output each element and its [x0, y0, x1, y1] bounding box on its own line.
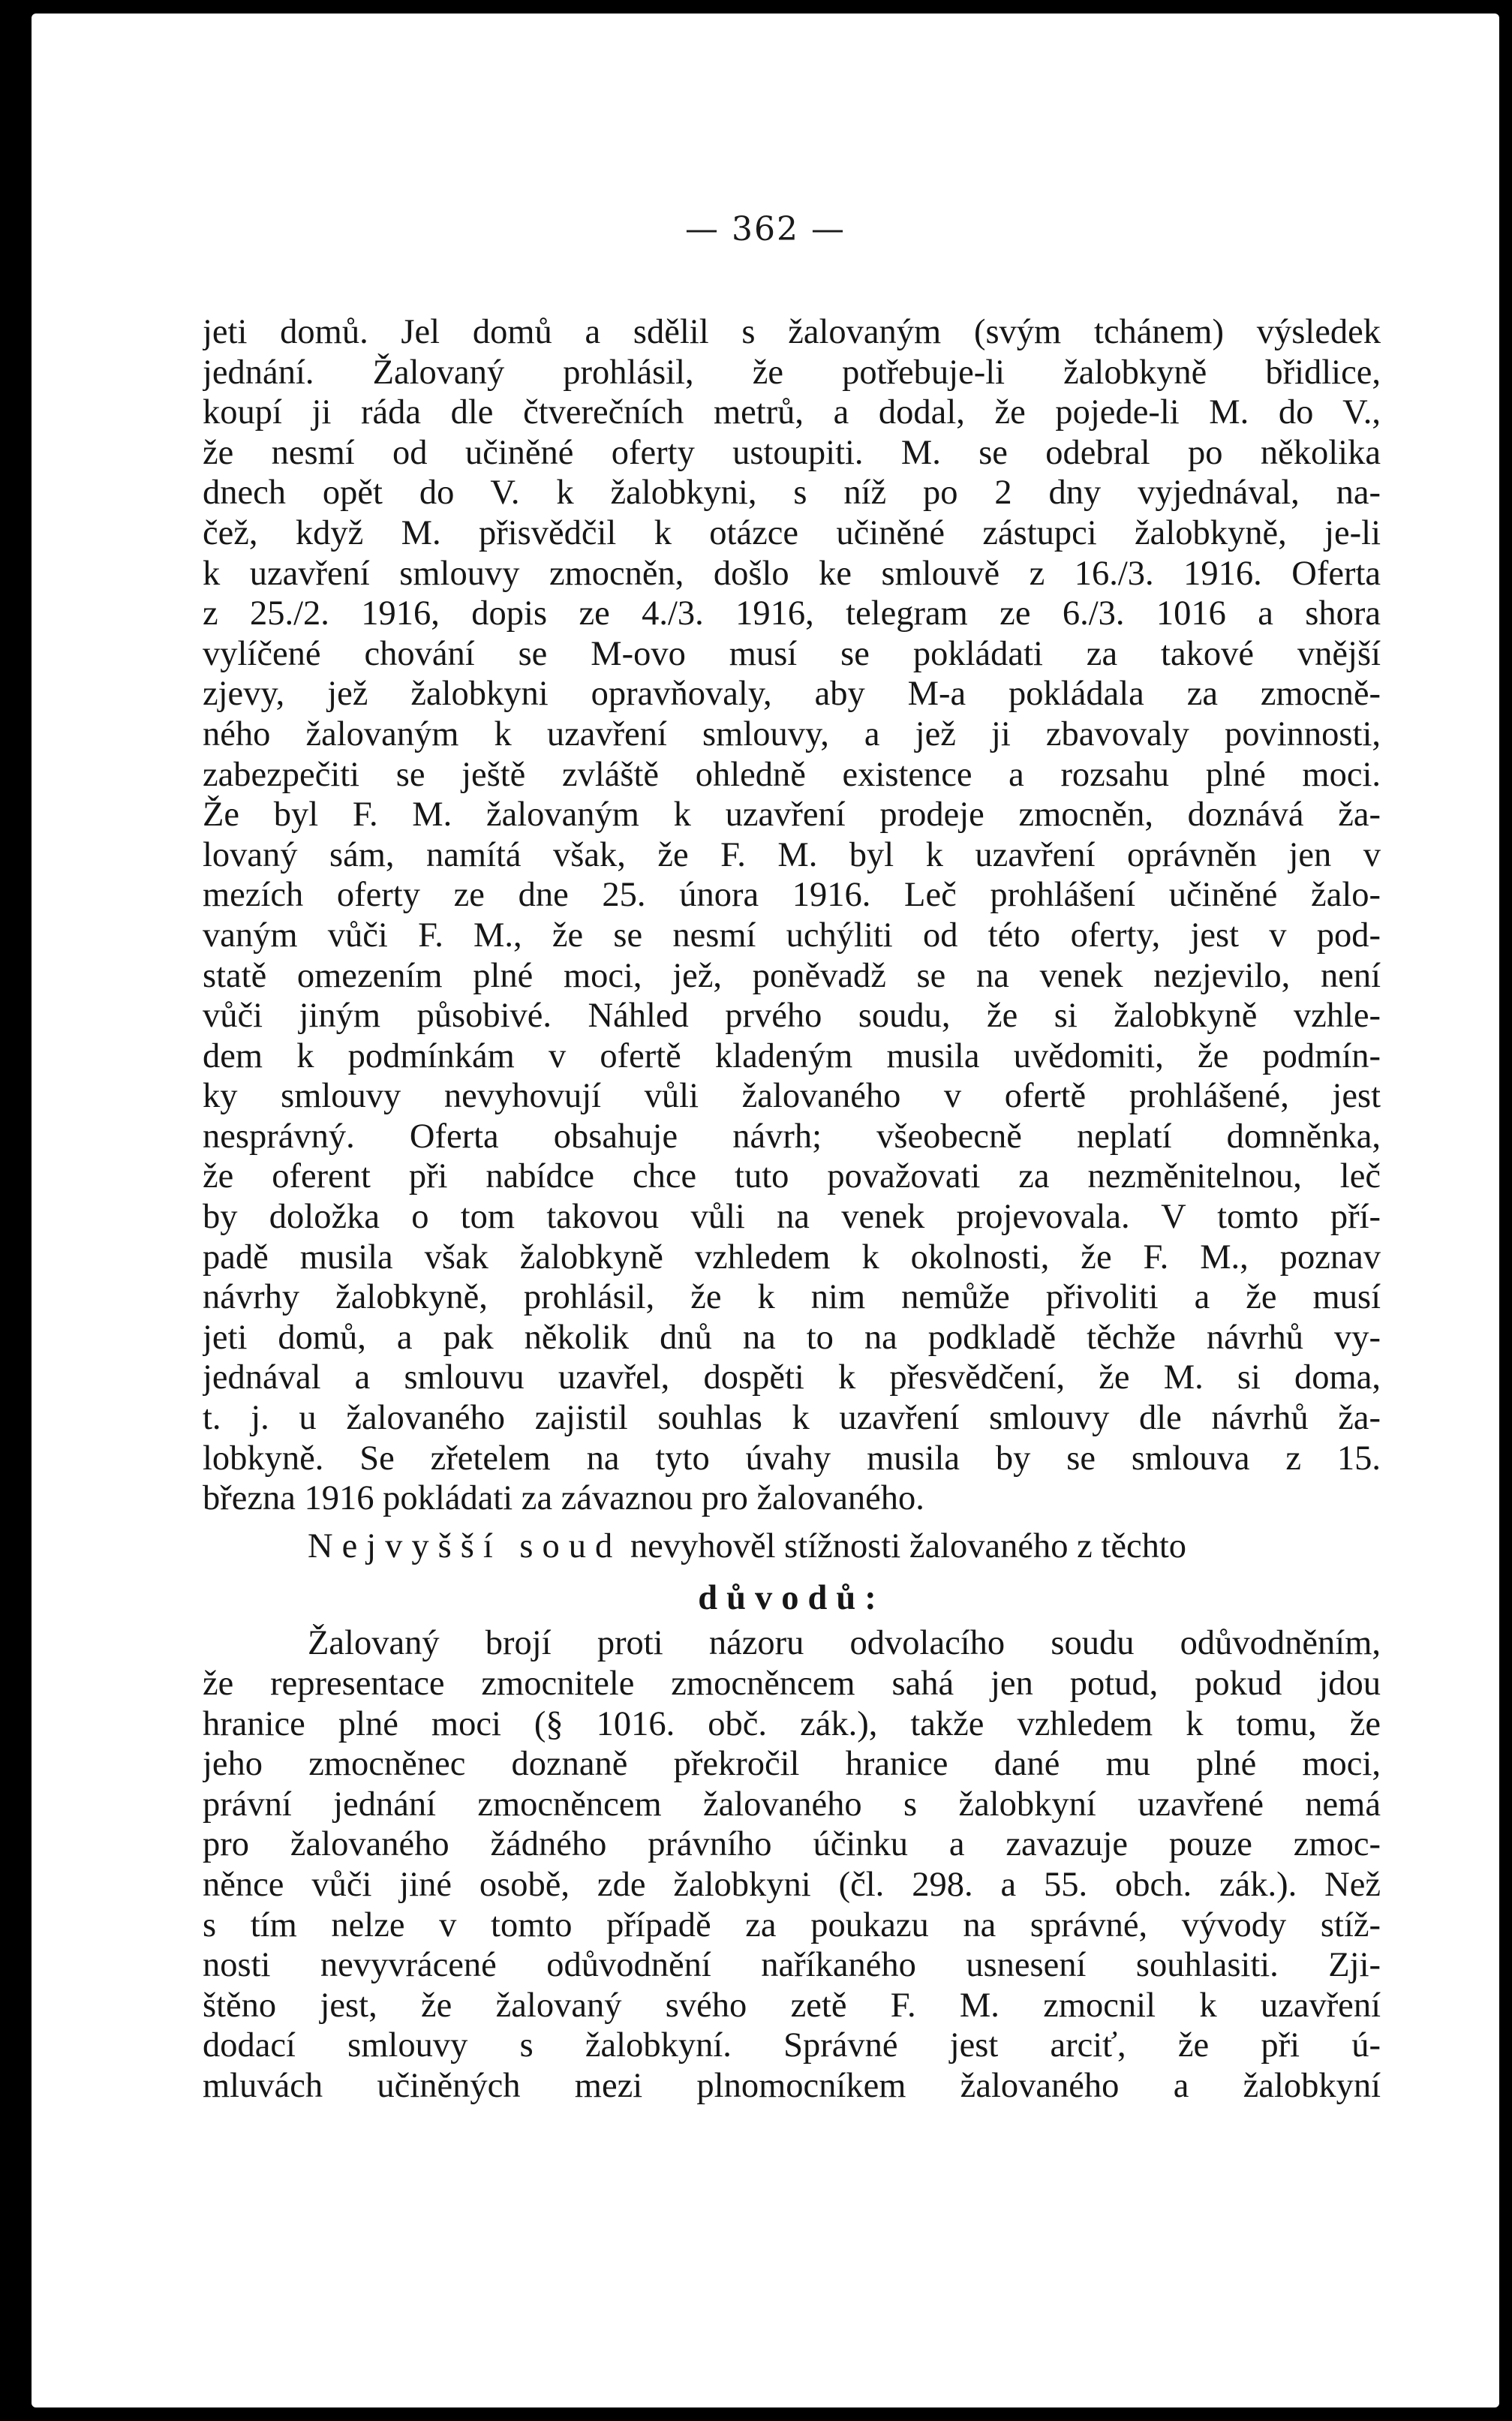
text-line: právní jednání zmocněncem žalovaného s žalobkyní uzavřené nemá — [203, 1785, 1381, 1824]
body-text — [203, 312, 1381, 2107]
text-line: jednával a smlouvu uzavřel, dospěti k přesvědčení, že M. si doma, — [203, 1358, 1381, 1397]
text-line: ky smlouvy nevyhovují vůli žalovaného v ofertě prohlášené, jest — [203, 1077, 1381, 1116]
paragraph-2 — [203, 1623, 1381, 2106]
text-line: Že byl F. M. žalovaným k uzavření prodeje zmocněn, doznává ža- — [203, 795, 1381, 835]
text-line: jeti domů, a pak několik dnů na to na podkladě těchže návrhů vy- — [203, 1318, 1381, 1357]
text-line: března 1916 pokládati za závaznou pro žalovaného. — [203, 1479, 924, 1518]
text-line: ného žalovaným k uzavření smlouvy, a jež ji zbavovaly povinnosti, — [203, 714, 1381, 753]
text-line: zabezpečiti se ještě zvláště ohledně existence a rozsahu plné moci. — [203, 755, 1381, 794]
text-line: jednání. Žalovaný prohlásil, že potřebuje-li žalobkyně břidlice, — [203, 353, 1381, 392]
text-line: by doložka o tom takovou vůli na venek projevovala. V tomto pří- — [203, 1198, 1381, 1237]
text-line: dodací smlouvy s žalobkyní. Správné jest arciť, že při ú- — [203, 2026, 1381, 2065]
text-line: dem k podmínkám v ofertě kladeným musila uvědomiti, že podmín- — [203, 1036, 1381, 1075]
court-decision-line — [203, 1526, 1381, 1567]
text-line: že oferent při nabídce chce tuto považovati za nezměnitelnou, leč — [203, 1157, 1381, 1196]
spacer — [203, 1566, 1381, 1574]
text-line: z 25./2. 1916, dopis ze 4./3. 1916, telegram ze 6./3. 1016 a shora — [203, 594, 1381, 633]
paragraph-1 — [203, 312, 1381, 1519]
text-line: vylíčené chování se M-ovo musí se pokládati za takové vnější — [203, 634, 1381, 673]
section-heading: důvodů: — [698, 1579, 885, 1618]
spacer — [203, 1519, 1381, 1526]
text-line: statě omezením plné moci, jež, poněvadž se na venek nezjevilo, není — [203, 956, 1381, 995]
text-line: něnce vůči jiné osobě, zde žalobkyni (čl. 298. a 55. obch. zák.). Než — [203, 1865, 1381, 1904]
text-line: že nesmí od učiněné oferty ustoupiti. M. se odebral po několika — [203, 433, 1381, 472]
text-line: hranice plné moci (§ 1016. obč. zák.), takže vzhledem k tomu, že — [203, 1704, 1381, 1743]
text-line: nesprávný. Oferta obsahuje návrh; všeobecně neplatí domněnka, — [203, 1117, 1381, 1156]
court-name: Nejvyšší soud — [308, 1526, 622, 1565]
text-line: lovaný sám, namítá však, že F. M. byl k uzavření oprávněn jen v — [203, 835, 1381, 874]
text-line: čež, když M. přisvědčil k otázce učiněné zástupci žalobkyně, je-li — [203, 513, 1381, 552]
text-line: koupí ji ráda dle čtverečních metrů, a dodal, že pojede-li M. do V., — [203, 393, 1381, 432]
text-line: t. j. u žalovaného zajistil souhlas k uzavření smlouvy dle návrhů ža- — [203, 1399, 1381, 1438]
book-page — [32, 14, 1499, 2407]
court-decision-text: nevyhověl stížnosti žalovaného z těchto — [630, 1526, 1187, 1565]
text-line: že representace zmocnitele zmocněncem sahá jen potud, pokud jdou — [203, 1665, 1381, 1703]
text-line: Žalovaný brojí proti názoru odvolacího soudu odůvodněním, — [308, 1624, 1381, 1663]
text-line: s tím nelze v tomto případě za poukazu na správné, vývody stíž- — [203, 1905, 1381, 1944]
text-line: dnech opět do V. k žalobkyni, s níž po 2 dny vyjednával, na- — [203, 474, 1381, 513]
text-line: nosti nevyvrácené odůvodnění naříkaného usnesení souhlasiti. Zji- — [203, 1946, 1381, 1985]
page-number: — 362 — — [685, 210, 846, 248]
text-line: pro žalovaného žádného právního účinku a zavazuje pouze zmoc- — [203, 1825, 1381, 1864]
text-line: jeti domů. Jel domů a sdělil s žalovaným (svým tchánem) výsledek — [203, 313, 1381, 351]
text-line: k uzavření smlouvy zmocněn, došlo ke smlouvě z 16./3. 1916. Oferta — [203, 554, 1381, 593]
text-line: padě musila však žalobkyně vzhledem k okolnosti, že F. M., poznav — [203, 1238, 1381, 1277]
text-line: mluvách učiněných mezi plnomocníkem žalovaného a žalobkyní — [203, 2066, 1381, 2105]
text-line: návrhy žalobkyně, prohlásil, že k nim nemůže přivoliti a že musí — [203, 1278, 1381, 1317]
text-line: mezích oferty ze dne 25. února 1916. Leč prohlášení učiněné žalo- — [203, 876, 1381, 915]
text-line: zjevy, jež žalobkyni opravňovaly, aby M-a pokládala za zmocně- — [203, 675, 1381, 714]
text-line: vůči jiným působivé. Náhled prvého soudu, že si žalobkyně vzhle- — [203, 997, 1381, 1036]
text-line: vaným vůči F. M., že se nesmí uchýliti od této oferty, jest v pod- — [203, 916, 1381, 955]
text-line: jeho zmocněnec doznaně překročil hranice dané mu plné moci, — [203, 1745, 1381, 1784]
text-line: štěno jest, že žalovaný svého zetě F. M. zmocnil k uzavření — [203, 1986, 1381, 2025]
text-line: lobkyně. Se zřetelem na tyto úvahy musila by se smlouva z 15. — [203, 1439, 1381, 1478]
